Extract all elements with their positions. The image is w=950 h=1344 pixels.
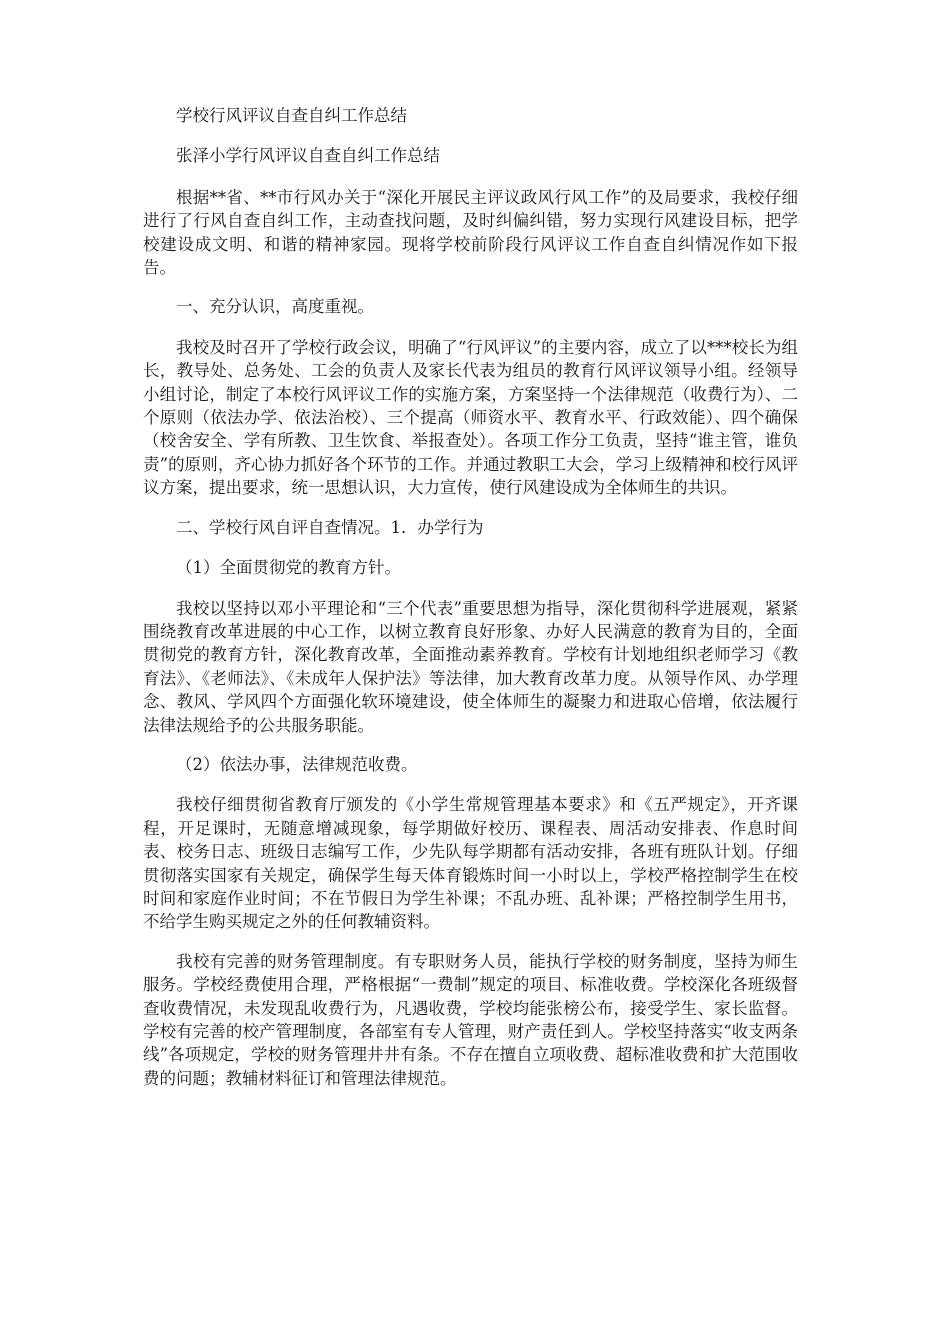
document-page [143, 104, 798, 1106]
subsection-heading-1: （1）全面贯彻党的教育方针。 [176, 558, 401, 578]
body-paragraph: 我校及时召开了学校行政会议，明确了“行风评议”的主要内容，成立了以***校长为组长，教导处、总务处、工会的负责人及家长代表为组员的教育行风评议领导小组。经领导小组讨论，制定了本校行风评议工作的实施方案，方案坚持一个法律规范（收费行为）、二个原则（依法办学、依法治校）、三个提高（师资水平、教育水平、行政效能）、四个确保（校舍安全、学有所教、卫生饮食、举报查处）。各项工作分工负责，坚持“谁主管，谁负责”的原则，齐心协力抓好各个环节的工作。并通过教职工大会，学习上级精神和校行风评议方案，提出要求，统一思想认识，大力宣传，使行风建设成为全体师生的共识。 [143, 337, 798, 498]
body-paragraph: 我校以坚持以邓小平理论和“三个代表”重要思想为指导，深化贯彻科学进展观，紧紧围绕教育改革进展的中心工作，以树立教育良好形象、办好人民满意的教育为目的，全面贯彻党的教育方针，深化教育改革，全面推动素养教育。学校有计划地组织老师学习《教育法》、《老师法》、《未成年人保护法》等法律，加大教育改革力度。从领导作风、办学理念、教风、学风四个方面强化软环境建设，使全体师生的凝聚力和进取心倍增，依法履行法律法规给予的公共服务职能。 [143, 598, 798, 735]
document-title: 学校行风评议自查自纠工作总结 [176, 106, 407, 125]
body-paragraph: 我校仔细贯彻省教育厅颁发的《小学生常规管理基本要求》和《五严规定》，开齐课程，开足课时，无随意增减现象，每学期做好校历、课程表、周活动安排表、作息时间表、校务日志、班级日志编写工作，少先队每学期都有活动安排，各班有班队计划。仔细贯彻落实国家有关规定，确保学生每天体育锻炼时间一小时以上，学校严格控制学生在校时间和家庭作业时间；不在节假日为学生补课；不乱办班、乱补课；严格控制学生用书，不给学生购买规定之外的任何教辅资料。 [143, 795, 798, 932]
body-paragraph: 我校有完善的财务管理制度。有专职财务人员，能执行学校的财务制度，坚持为师生服务。学校经费使用合理，严格根据“一费制”规定的项目、标准收费。学校深化各班级督查收费情况，未发现乱收费行为，凡遇收费，学校均能张榜公布，接受学生、家长监督。学校有完善的校产管理制度，各部室有专人管理，财产责任到人。学校坚持落实“收支两条线”各项规定，学校的财务管理井井有条。不存在擅自立项收费、超标准收费和扩大范围收费的问题；教辅材料征订和管理法律规范。 [143, 951, 798, 1088]
document-subtitle: 张泽小学行风评议自查自纠工作总结 [176, 146, 440, 166]
section-heading-1: 一、充分认识，高度重视。 [176, 297, 374, 317]
section-heading-2: 二、学校行风自评自查情况。1．办学行为 [176, 517, 484, 537]
subsection-heading-2: （2）依法办事，法律规范收费。 [176, 754, 418, 774]
intro-paragraph: 根据**省、**市行风办关于“深化开展民主评议政风行风工作”的及局要求，我校仔细进行了行风自查自纠工作，主动查找问题，及时纠偏纠错，努力实现行风建设目标，把学校建设成文明、和谐的精神家园。现将学校前阶段行风评议工作自查自纠情况作如下报告。 [143, 187, 798, 278]
